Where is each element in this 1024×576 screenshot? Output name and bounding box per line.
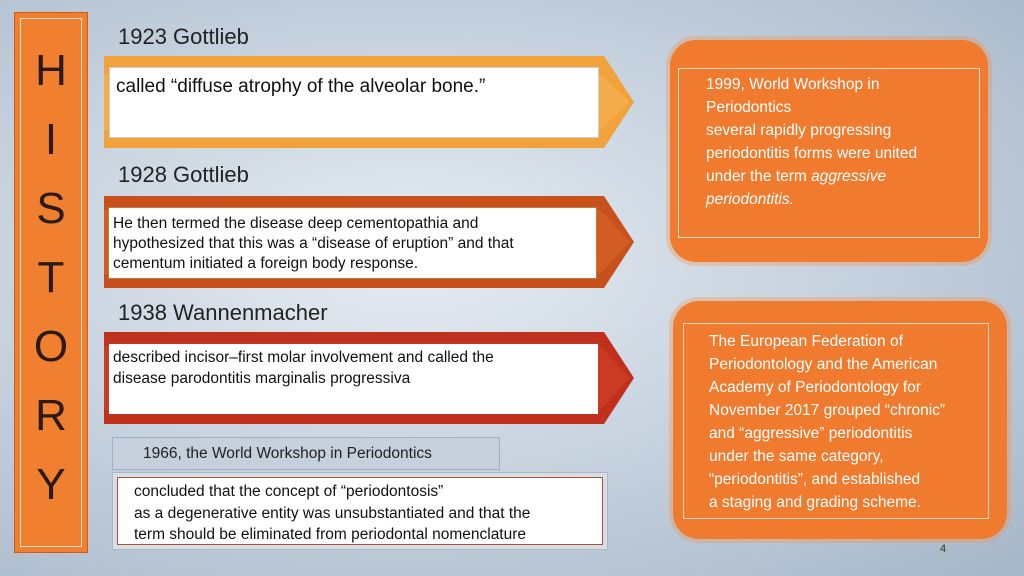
heading-1923: 1923 Gottlieb (118, 24, 249, 49)
card-2017-line-5: and “aggressive” periodontitis (709, 425, 913, 442)
card-2017-line-6: under the same category, (709, 448, 884, 465)
card-1999-line-6 (706, 188, 979, 211)
text-1966-line-1: concluded that the concept of “periodontosis” (134, 483, 444, 500)
page-number: 4 (940, 543, 947, 555)
card-2017-line-3: Academy of Periodontology for (709, 379, 921, 396)
card-2017-line-2: Periodontology and the American (709, 356, 938, 373)
card-1999-line-4: periodontitis forms were united (706, 145, 918, 162)
text-box-1928 (108, 207, 597, 279)
card-1999-line-2: Periodontics (706, 99, 792, 116)
history-bar (14, 12, 88, 553)
card-1999-line-1: 1999, World Workshop in (706, 76, 880, 93)
card-2017-line-8: a staging and grading scheme. (709, 494, 921, 511)
text-1966-line-3: term should be eliminated from periodontal nomenclature (134, 526, 527, 543)
card-2017-line-7: “periodontitis”, and established (709, 471, 921, 488)
card-1999-term-periodontitis: periodontitis. (706, 191, 794, 208)
text-1928-line-3: cementum initiated a foreign body response. (113, 255, 419, 272)
card-2017-line-4: November 2017 grouped “chronic” (709, 402, 946, 419)
history-letter-s: S (36, 184, 66, 233)
history-letter-r: R (35, 391, 67, 440)
card-2017-frame (683, 323, 989, 519)
card-2017 (673, 301, 1007, 539)
history-letter-y: Y (36, 460, 66, 509)
text-box-1966 (112, 472, 608, 550)
card-1999-line-5-prefix: under the term (706, 168, 812, 185)
card-1999-line-5 (706, 165, 979, 188)
card-1999-frame (678, 68, 980, 238)
history-letter-h: H (35, 46, 67, 95)
history-letter-i: I (44, 115, 58, 164)
card-1999 (670, 40, 988, 262)
text-1938-line-1: described incisor–first molar involvement and called the (113, 349, 494, 366)
card-1999-line-3: several rapidly progressing (706, 122, 892, 139)
text-1928-line-2: hypothesized that this was a “disease of eruption” and that (113, 235, 514, 252)
text-1938-line-2: disease parodontitis marginalis progressiva (113, 370, 411, 387)
text-1928-line-1: He then termed the disease deep cementopathia and (113, 215, 479, 232)
card-1999-term-aggressive: aggressive (811, 168, 887, 185)
history-letter-t: T (37, 253, 65, 302)
text-box-1966-inner (117, 477, 603, 545)
heading-1928: 1928 Gottlieb (118, 162, 249, 187)
heading-1938: 1938 Wannenmacher (118, 300, 328, 325)
heading-1966: 1966, the World Workshop in Periodontics (112, 437, 500, 470)
text-1966-line-2: as a degenerative entity was unsubstantiated and that the (134, 504, 531, 522)
text-box-1923: called “diffuse atrophy of the alveolar bone.” (109, 67, 599, 138)
history-letter-o: O (33, 322, 69, 371)
card-2017-line-1: The European Federation of (709, 333, 903, 350)
text-box-1938 (108, 343, 599, 415)
